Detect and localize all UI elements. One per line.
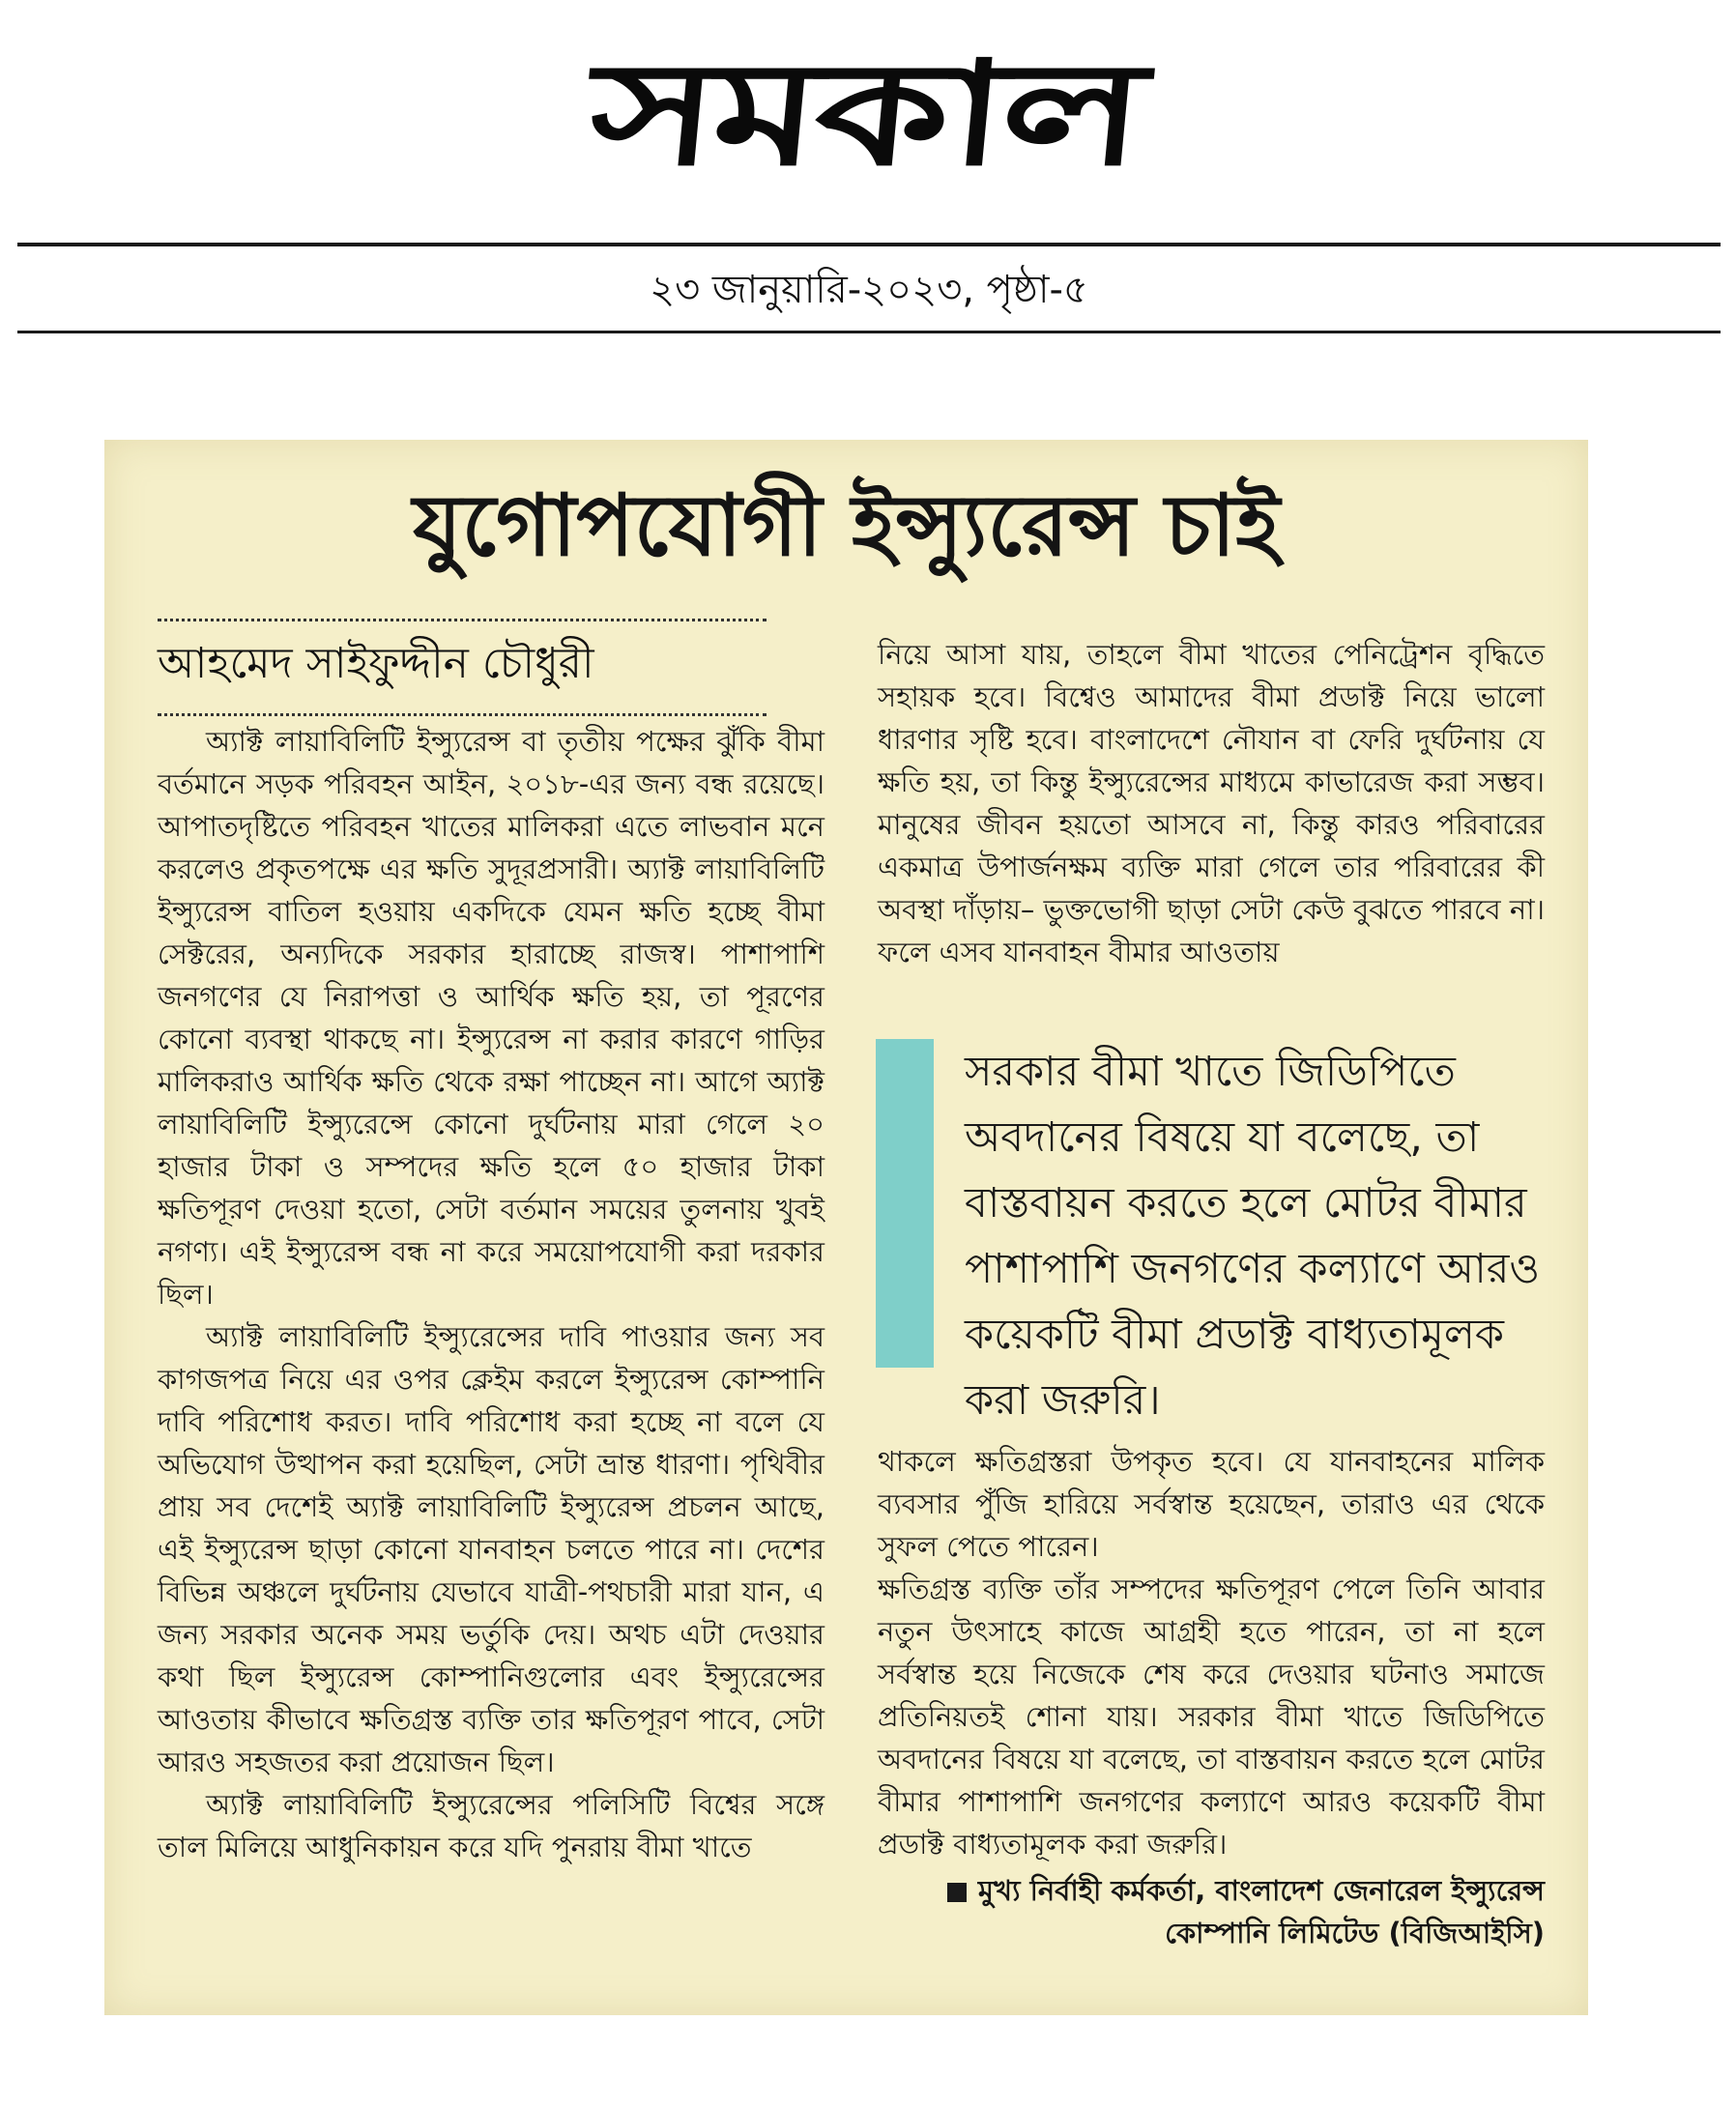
pullquote: সরকার বীমা খাতে জিডিপিতে অবদানের বিষয়ে যা বলেছে, তা বাস্তবায়ন করতে হলে মোটর বীমার পাশাপাশি জনগণের কল্যাণে আরও কয়েকটি বীমা প্রডাক্ট বাধ্যতামূলক করা জরুরি।	[965, 1048, 1541, 1425]
masthead-rule-top	[17, 243, 1721, 246]
masthead-rule-bottom	[17, 331, 1721, 333]
paragraph: থাকলে ক্ষতিগ্রস্তরা উপকৃত হবে। যে যানবাহনের মালিক ব্যবসার পুঁজি হারিয়ে সর্বস্বান্ত হয়েছেন, তারাও এর থেকে সুফল পেতে পারেন।	[878, 1445, 1545, 1563]
paragraph: অ্যাক্ট লায়াবিলিটি ইন্স্যুরেন্সের পলিসিটি বিশ্বের সঙ্গে তাল মিলিয়ে আধুনিকায়ন করে যদি পুনরায় বীমা খাতে	[158, 1788, 825, 1863]
article-column-left	[158, 720, 825, 1868]
author-note-line1: মুখ্য নির্বাহী কর্মকর্তা, বাংলাদেশ জেনারেল ইন্স্যুরেন্স	[977, 1874, 1545, 1907]
author-note-continued	[878, 1912, 1545, 1954]
author-note	[878, 1869, 1545, 1912]
square-bullet-icon	[947, 1883, 967, 1902]
masthead-logo: সমকাল	[582, 31, 1148, 197]
pullquote-accent-bar	[876, 1039, 934, 1368]
article-column-right-bottom	[878, 1440, 1545, 1954]
newspaper-masthead	[367, 27, 1363, 201]
byline-box	[158, 619, 767, 716]
article-headline: যুগোপযোগী ইন্স্যুরেন্স চাই	[413, 476, 1280, 575]
paragraph: নিয়ে আসা যায়, তাহলে বীমা খাতের পেনিট্রেশন বৃদ্ধিতে সহায়ক হবে। বিশ্বেও আমাদের বীমা প্রডাক্ট নিয়ে ভালো ধারণার সৃষ্টি হবে। বাংলাদেশে নৌযান বা ফেরি দুর্ঘটনায় যে ক্ষতি হয়, তা কিন্তু ইন্স্যুরেন্সের মাধ্যমে কাভারেজ করা সম্ভব। মানুষের জীবন হয়তো আসবে না, কিন্তু কারও পরিবারের একমাত্র উপার্জনক্ষম ব্যক্তি মারা গেলে তার পরিবারের কী অবস্থা দাঁড়ায়– ভুক্তভোগী ছাড়া সেটা কেউ বুঝতে পারবে না। ফলে এসব যানবাহন বীমার আওতায়	[878, 638, 1546, 968]
paragraph: ক্ষতিগ্রস্ত ব্যক্তি তাঁর সম্পদের ক্ষতিপূরণ পেলে তিনি আবার নতুন উৎসাহে কাজে আগ্রহী হতে পারেন, তা না হলে সর্বস্বান্ত হয়ে নিজেকে শেষ করে দেওয়ার ঘটনাও সমাজে প্রতিনিয়তই শোনা যায়। সরকার বীমা খাতে জিডিপিতে অবদানের বিষয়ে যা বলেছে, তা বাস্তবায়ন করতে হলে মোটর বীমার পাশাপাশি জনগণের কল্যাণে আরও কয়েকটি বীমা প্রডাক্ট বাধ্যতামূলক করা জরুরি।	[878, 1573, 1545, 1861]
paragraph: অ্যাক্ট লায়াবিলিটি ইন্স্যুরেন্স বা তৃতীয় পক্ষের ঝুঁকি বীমা বর্তমানে সড়ক পরিবহন আইন, ২০১৮-এর জন্য বন্ধ রয়েছে। আপাতদৃষ্টিতে পরিবহন খাতের মালিকরা এতে লাভবান মনে করলেও প্রকৃতপক্ষে এর ক্ষতি সুদূরপ্রসারী। অ্যাক্ট লায়াবিলিটি ইন্স্যুরেন্স বাতিল হওয়ায় একদিকে যেমন ক্ষতি হচ্ছে বীমা সেক্টরের, অন্যদিকে সরকার হারাচ্ছে রাজস্ব। পাশাপাশি জনগণের যে নিরাপত্তা ও আর্থিক ক্ষতি হয়, তা পূরণের কোনো ব্যবস্থা থাকছে না। ইন্স্যুরেন্স না করার কারণে গাড়ির মালিকরাও আর্থিক ক্ষতি থেকে রক্ষা পাচ্ছেন না। আগে অ্যাক্ট লায়াবিলিটি ইন্স্যুরেন্সে কোনো দুর্ঘটনায় মারা গেলে ২০ হাজার টাকা ও সম্পদের ক্ষতি হলে ৫০ হাজার টাকা ক্ষতিপূরণ দেওয়া হতো, সেটা বর্তমান সময়ের তুলনায় খুবই নগণ্য। এই ইন্স্যুরেন্স বন্ধ না করে সময়োপযোগী করা দরকার ছিল।	[158, 725, 825, 1311]
dateline: ২৩ জানুয়ারি-২০২৩, পৃষ্ঠা-৫	[650, 268, 1088, 312]
article-clipping	[104, 440, 1588, 2015]
paragraph: অ্যাক্ট লায়াবিলিটি ইন্স্যুরেন্সের দাবি পাওয়ার জন্য সব কাগজপত্র নিয়ে এর ওপর ক্লেইম করলে ইন্স্যুরেন্স কোম্পানি দাবি পরিশোধ করত। দাবি পরিশোধ করা হচ্ছে না বলে যে অভিযোগ উত্থাপন করা হয়েছিল, সেটা ভ্রান্ত ধারণা। পৃথিবীর প্রায় সব দেশেই অ্যাক্ট লায়াবিলিটি ইন্স্যুরেন্স প্রচলন আছে, এই ইন্স্যুরেন্স ছাড়া কোনো যানবাহন চলতে পারে না। দেশের বিভিন্ন অঞ্চলে দুর্ঘটনায় যেভাবে যাত্রী-পথচারী মারা যান, এ জন্য সরকার অনেক সময় ভর্তুকি দেয়। অথচ এটা দেওয়ার কথা ছিল ইন্স্যুরেন্স কোম্পানিগুলোর এবং ইন্স্যুরেন্সের আওতায় কীভাবে ক্ষতিগ্রস্ত ব্যক্তি তার ক্ষতিপূরণ পাবে, সেটা আরও সহজতর করা প্রয়োজন ছিল।	[158, 1320, 825, 1778]
article-byline: আহমেদ সাইফুদ্দীন চৌধুরী	[158, 639, 594, 688]
author-note-line2: কোম্পানি লিমিটেড (বিজিআইসি)	[1165, 1917, 1545, 1949]
article-column-right-top	[878, 633, 1545, 973]
